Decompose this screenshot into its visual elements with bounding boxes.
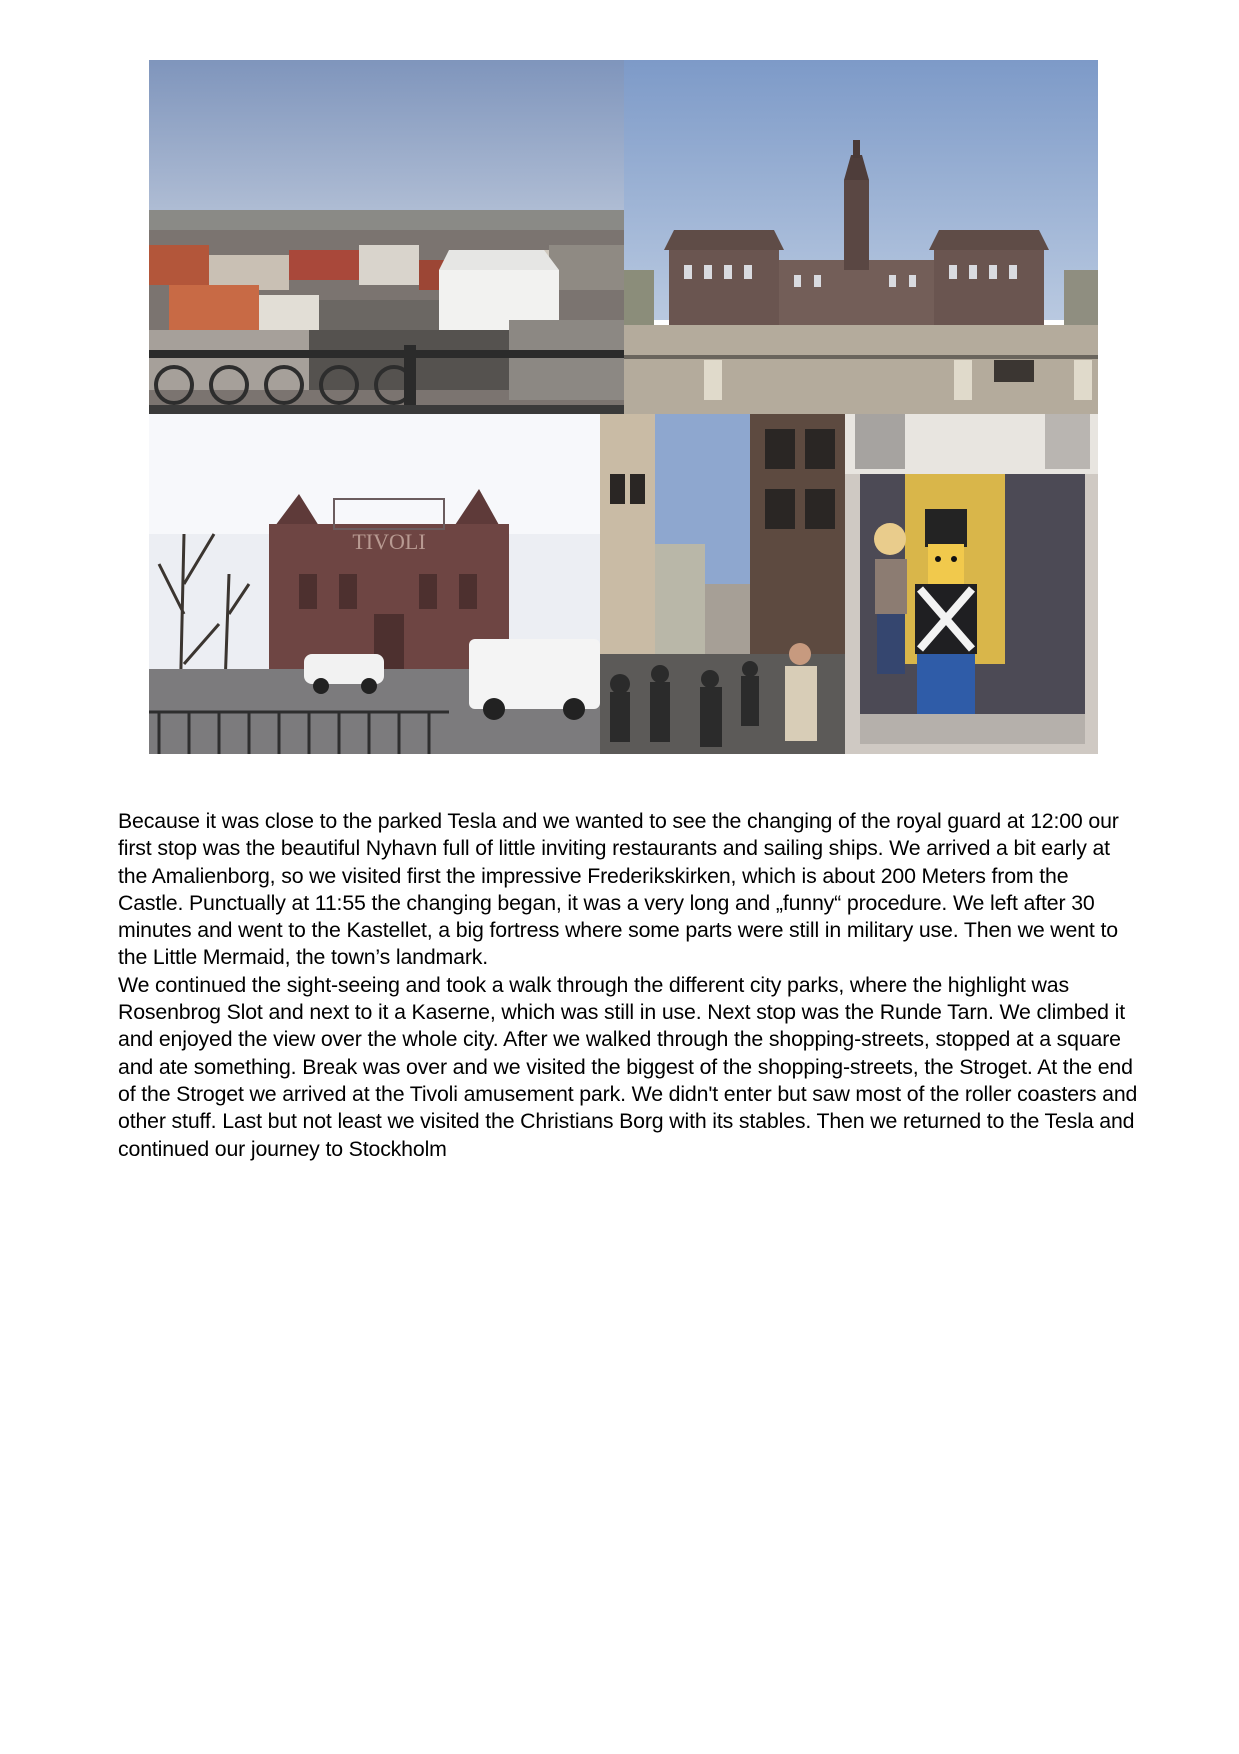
photo-tivoli-building	[149, 414, 600, 754]
article-text	[118, 808, 1138, 1163]
photo-shopping-street	[600, 414, 845, 754]
photo-lego-guard	[845, 414, 1098, 754]
photo-christiansborg-palace	[624, 60, 1098, 414]
photo-city-panorama	[149, 60, 624, 414]
article-paragraph-2: We continued the sight-seeing and took a walk through the different city parks, where the highlight was Rosenbrog Slot and next to it a Kaserne, which was still in use. Next stop was the Runde Tarn. We climbed it and enjoyed the view over the whole city. After we walked through the shopping-streets, stopped at a square and ate something. Break was over and we visited the biggest of the shopping-streets, the Stroget. At the end of the Stroget we arrived at the Tivoli amusement park. We didn't enter but saw most of the roller coasters and other stuff. Last but not least we visited the Christians Borg with its stables. Then we returned to the Tesla and continued our journey to Stockholm	[118, 972, 1138, 1161]
tivoli-sign-text: TIVOLI	[352, 529, 426, 554]
article-paragraph-1: Because it was close to the parked Tesla and we wanted to see the changing of the royal guard at 12:00 our first stop was the beautiful Nyhavn full of little inviting restaurants and sailing ships. We arrived a bit early at the Amalienborg, so we visited first the impressive Frederikskirken, which is about 200 Meters from the Castle. Punctually at 11:55 the changing began, it was a very long and „funny“ procedure. We left after 30 minutes and went to the Kastellet, a big fortress where some parts were still in military use. Then we went to the Little Mermaid, the town’s landmark.	[118, 809, 1119, 970]
